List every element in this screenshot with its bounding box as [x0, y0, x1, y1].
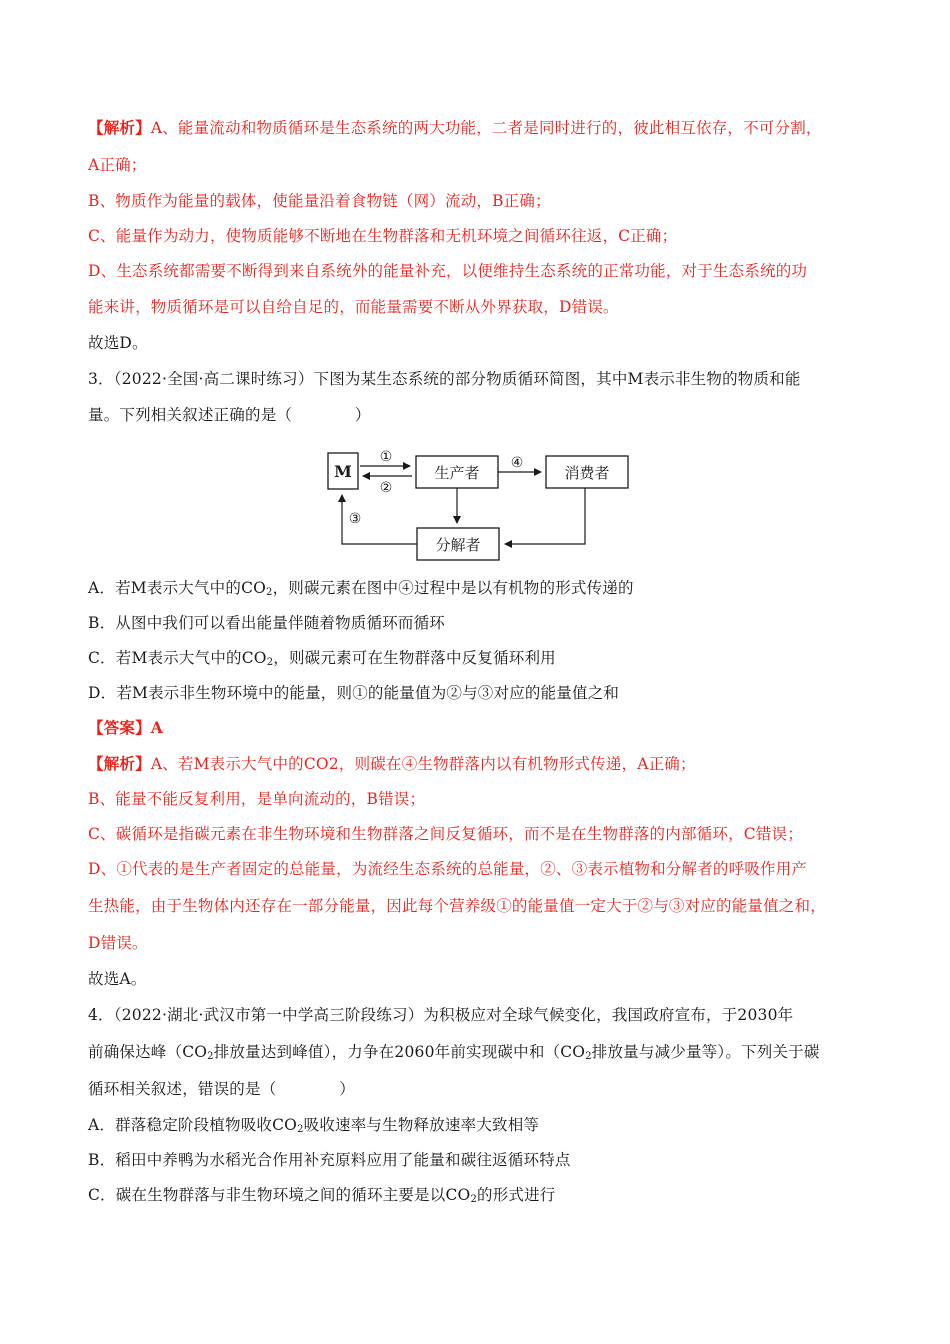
q3-analysis-line-6: D错误。 — [88, 934, 148, 952]
q3-option-d: D．若M表示非生物环境中的能量，则①的能量值为②与③对应的能量值之和 — [88, 684, 620, 702]
q3-conclusion: 故选A。 — [88, 970, 147, 988]
q3-analysis-line-3: C、碳循环是指碳元素在非生物环境和生物群落之间反复循环，而不是在生物群落的内部循环，C错误； — [88, 825, 803, 843]
q2-analysis-line-2: A正确； — [88, 156, 147, 174]
q2-analysis-line-6: 能来讲，物质循环是可以自给自足的，而能量需要不断从外界获取，D错误。 — [88, 298, 619, 316]
q3-stem-line-1: 3．（2022·全国·高二课时练习）下图为某生态系统的部分物质循环简图，其中M表示非生物的物质和能 — [88, 370, 801, 388]
q4-stem-line-2: 前确保达峰（$CO_2$排放量达到峰值），力争在2060年前实现碳中和（$CO_2$排放量与减少量等）。下列关于碳 — [88, 1043, 820, 1062]
label-consumer: 消费者 — [564, 464, 610, 482]
q3-option-c: C．若M表示大气中的$CO_2$，则碳元素可在生物群落中反复循环利用 — [88, 649, 556, 668]
arrow-consumer-decomposer — [505, 488, 585, 544]
num-3: ③ — [348, 511, 362, 527]
num-1: ① — [379, 449, 393, 465]
q3-analysis-line-5: 生热能，由于生物体内还存在一部分能量，因此每个营养级①的能量值一定大于②与③对应的能量值之和， — [88, 897, 826, 915]
q2-analysis-line-4: C、能量作为动力，使物质能够不断地在生物群落和无机环境之间循环往返，C正确； — [88, 227, 678, 245]
q3-analysis-line-2: B、能量不能反复利用，是单向流动的，B错误； — [88, 790, 426, 808]
q2-analysis-line-3: B、物质作为能量的载体，使能量沿着食物链（网）流动，B正确； — [88, 192, 551, 210]
q4-option-a: A．群落稳定阶段植物吸收$CO_2$吸收速率与生物释放速率大致相等 — [88, 1116, 540, 1135]
q2-analysis-line-1: 【解析】A、能量流动和物质循环是生态系统的两大功能，二者是同时进行的，彼此相互依存，不可分割， — [88, 118, 822, 137]
num-2: ② — [379, 480, 393, 496]
q3-analysis-line-4: D、①代表的是生产者固定的总能量，为流经生态系统的总能量，②、③表示植物和分解者的呼吸作用产 — [88, 860, 808, 878]
analysis-label: 【解析】 — [88, 118, 151, 137]
num-4: ④ — [510, 455, 524, 471]
q3-answer: 【答案】A — [88, 718, 164, 737]
q4-stem-line-1: 4．（2022·湖北·武汉市第一中学高三阶段练习）为积极应对全球气候变化，我国政府宣布，于2030年 — [88, 1006, 794, 1024]
label-decomposer: 分解者 — [435, 536, 481, 554]
q2-conclusion: 故选D。 — [88, 334, 148, 352]
q3-option-a: A．若M表示大气中的$CO_2$，则碳元素在图中④过程中是以有机物的形式传递的 — [88, 579, 634, 598]
label-m: M — [334, 462, 352, 481]
q4-option-b: B．稻田中养鸭为水稻光合作用补充原料应用了能量和碳往返循环特点 — [88, 1151, 571, 1169]
q4-option-c: C．碳在生物群落与非生物环境之间的循环主要是以$CO_2$的形式进行 — [88, 1186, 556, 1205]
q3-analysis-line-1: 【解析】A、若M表示大气中的CO2，则碳在④生物群落内以有机物形式传递，A正确； — [88, 754, 696, 773]
label-producer: 生产者 — [434, 464, 480, 482]
q2-analysis-line-5: D、生态系统都需要不断得到来自系统外的能量补充，以便维持生态系统的正常功能，对于生态系统的功 — [88, 262, 808, 280]
q4-stem-line-3: 循环相关叙述，错误的是（ ） — [88, 1080, 355, 1098]
q3-stem-line-2: 量。下列相关叙述正确的是（ ） — [88, 406, 371, 424]
q3-option-b: B．从图中我们可以看出能量伴随着物质循环而循环 — [88, 614, 445, 632]
